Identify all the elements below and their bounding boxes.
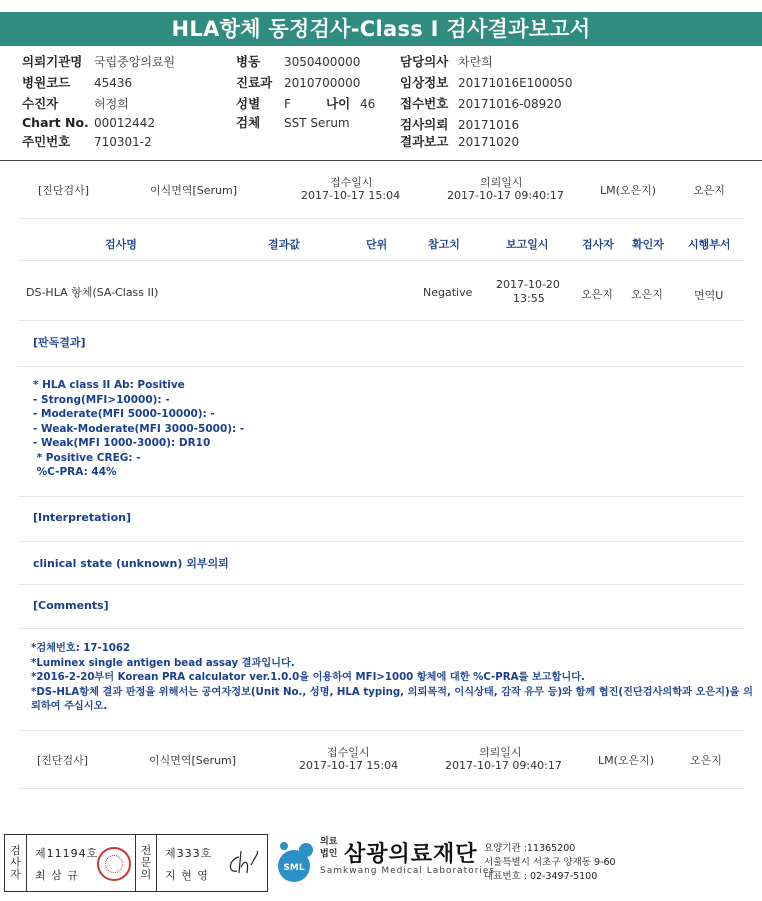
comments-heading: [Comments] bbox=[33, 599, 109, 612]
lm-name: LM(오은지) bbox=[598, 754, 655, 767]
value-patient: 허정희 bbox=[94, 97, 129, 111]
requested-label: 의뢰일시 bbox=[480, 176, 523, 189]
specialist-license: 제333호 bbox=[165, 847, 213, 860]
row-dept: 면역U bbox=[694, 289, 724, 302]
section-category: [진단검사] bbox=[38, 184, 90, 197]
col-tester: 검사자 bbox=[582, 238, 614, 251]
col-result: 결과값 bbox=[268, 238, 300, 251]
care-code: 요양기관 :11365200 bbox=[484, 843, 576, 854]
comment-line: 뢰하여 주십시오. bbox=[31, 701, 108, 712]
section-person: 오은지 bbox=[690, 754, 722, 767]
label-institution: 의뢰기관명 bbox=[22, 54, 83, 69]
value-specimen: SST Serum bbox=[284, 116, 350, 130]
requested-datetime: 2017-10-17 09:40:17 bbox=[447, 189, 564, 202]
tester-name: 최 삼 규 bbox=[35, 869, 79, 882]
reading-line: * HLA class II Ab: Positive bbox=[33, 379, 185, 391]
divider bbox=[18, 496, 744, 497]
row-confirmer: 오은지 bbox=[631, 288, 663, 301]
row-report-time: 13:55 bbox=[513, 292, 545, 305]
tester-license: 제11194호 bbox=[35, 847, 99, 860]
received-datetime: 2017-10-17 15:04 bbox=[301, 189, 401, 202]
reading-line: %C-PRA: 44% bbox=[33, 466, 117, 478]
label-specimen: 검체 bbox=[236, 115, 261, 130]
lm-name: LM(오은지) bbox=[600, 184, 657, 197]
row-tester: 오은지 bbox=[581, 288, 613, 301]
label-resident-no: 주민번호 bbox=[22, 134, 71, 149]
label-clinical-info: 임상정보 bbox=[400, 75, 449, 90]
value-clinical-info: 20171016E100050 bbox=[458, 76, 573, 90]
value-age: 46 bbox=[360, 97, 376, 111]
tester-vertical-label: 검 사 자 bbox=[10, 844, 21, 881]
label-chart-no: Chart No. bbox=[22, 115, 89, 130]
section-specimen: 이식면역[Serum] bbox=[150, 184, 238, 197]
specialist-vertical-label: 전 문 의 bbox=[140, 844, 152, 881]
comment-line: *DS-HLA항체 결과 판정을 위해서는 공여자정보(Unit No., 성명, HLA typing, 의뢰목적, 이식상태, 감작 유무 등)와 함께 협진(진단검사의학과 오은지)을 의 bbox=[31, 686, 753, 698]
divider bbox=[18, 628, 744, 629]
divider bbox=[18, 320, 744, 321]
comment-line: *2016-2-20부터 Korean PRA calculator ver.1.0.0을 이용하여 MFI>1000 항체에 대한 %C-PRA를 보고합니다. bbox=[31, 672, 585, 683]
divider bbox=[18, 218, 744, 219]
interpretation-heading: [Interpretation] bbox=[33, 511, 131, 524]
comment-line: *검체번호: 17-1062 bbox=[31, 643, 131, 654]
label-sex: 성별 bbox=[236, 96, 261, 111]
reading-line: - Weak-Moderate(MFI 3000-5000): - bbox=[33, 422, 245, 435]
value-ward: 3050400000 bbox=[284, 55, 361, 69]
reading-line: - Moderate(MFI 5000-10000): - bbox=[33, 408, 215, 420]
requested-datetime: 2017-10-17 09:40:17 bbox=[445, 759, 562, 772]
label-age: 나이 bbox=[326, 96, 351, 111]
label-patient: 수진자 bbox=[22, 96, 59, 111]
specialist-signature bbox=[225, 849, 263, 877]
col-dept: 시행부서 bbox=[688, 238, 731, 251]
value-hospital-code: 45436 bbox=[94, 76, 133, 90]
value-doctor: 차란희 bbox=[458, 55, 493, 69]
col-unit: 단위 bbox=[366, 238, 388, 251]
col-report-date: 보고일시 bbox=[506, 238, 549, 251]
reading-line: - Weak(MFI 1000-3000): DR10 bbox=[33, 437, 211, 449]
corp-english-name: Samkwang Medical Laboratories bbox=[320, 866, 496, 876]
label-department: 진료과 bbox=[236, 75, 273, 90]
interpretation-text: clinical state (unknown) 외부의뢰 bbox=[33, 557, 229, 570]
divider bbox=[18, 730, 744, 731]
reading-line: * Positive CREG: - bbox=[33, 451, 141, 464]
sml-logo-icon bbox=[272, 840, 316, 884]
label-report-date: 결과보고 bbox=[400, 134, 449, 149]
divider bbox=[18, 584, 744, 585]
comment-line: *Luminex single antigen bead assay 결과입니다. bbox=[31, 657, 295, 669]
corp-phone: 대표번호 : 02-3497-5100 bbox=[484, 871, 598, 882]
row-reference: Negative bbox=[423, 286, 473, 299]
received-label: 접수일시 bbox=[330, 176, 373, 189]
signature-box bbox=[4, 834, 268, 892]
footer bbox=[0, 834, 762, 896]
value-institution: 국립중앙의료원 bbox=[94, 55, 176, 69]
col-confirmer: 확인자 bbox=[632, 238, 664, 251]
section-specimen: 이식면역[Serum] bbox=[149, 754, 237, 767]
corp-prefix: 의료법인 bbox=[320, 837, 338, 859]
label-ward: 병동 bbox=[236, 54, 261, 69]
tester-label bbox=[5, 835, 27, 891]
comments-lines bbox=[31, 642, 753, 715]
value-resident-no: 710301-2 bbox=[94, 135, 152, 149]
divider bbox=[18, 260, 744, 261]
reading-heading: [판독결과] bbox=[33, 336, 86, 349]
divider bbox=[18, 541, 744, 542]
reading-line: - Strong(MFI>10000): - bbox=[33, 393, 170, 406]
logo-text: SML bbox=[283, 863, 305, 873]
report-title: HLA항체 동정검사-Class I 검사결과보고서 bbox=[0, 12, 762, 46]
corp-name: 삼광의료재단 bbox=[344, 842, 478, 867]
label-doctor: 담당의사 bbox=[400, 54, 449, 69]
specialist-name: 지 현 영 bbox=[165, 869, 209, 882]
section-category: [진단검사] bbox=[37, 754, 89, 767]
row-report-date: 2017-10-20 bbox=[496, 278, 560, 291]
label-receipt-no: 접수번호 bbox=[400, 96, 449, 111]
row-test-name: DS-HLA 항체(SA-Class II) bbox=[26, 286, 159, 299]
value-department: 2010700000 bbox=[284, 76, 361, 90]
value-report-date: 20171020 bbox=[458, 135, 520, 149]
divider bbox=[18, 788, 744, 789]
header-divider bbox=[0, 160, 762, 161]
label-request-date: 검사의뢰 bbox=[400, 117, 449, 132]
value-sex: F bbox=[284, 97, 291, 111]
requested-label: 의뢰일시 bbox=[479, 746, 522, 759]
section-person: 오은지 bbox=[693, 184, 725, 197]
corp-address: 서울특별시 서초구 양재동 9-60 bbox=[484, 857, 616, 868]
reading-lines bbox=[33, 378, 244, 480]
value-chart-no: 00012442 bbox=[94, 116, 156, 130]
col-reference: 참고치 bbox=[428, 238, 460, 251]
col-test-name: 검사명 bbox=[105, 238, 137, 251]
value-request-date: 20171016 bbox=[458, 118, 520, 132]
value-receipt-no: 20171016-08920 bbox=[458, 97, 562, 111]
specialist-label bbox=[135, 835, 157, 891]
label-hospital-code: 병원코드 bbox=[22, 75, 71, 90]
tester-seal bbox=[97, 847, 131, 881]
received-label: 접수일시 bbox=[327, 746, 370, 759]
received-datetime: 2017-10-17 15:04 bbox=[299, 759, 399, 772]
divider bbox=[18, 366, 744, 367]
